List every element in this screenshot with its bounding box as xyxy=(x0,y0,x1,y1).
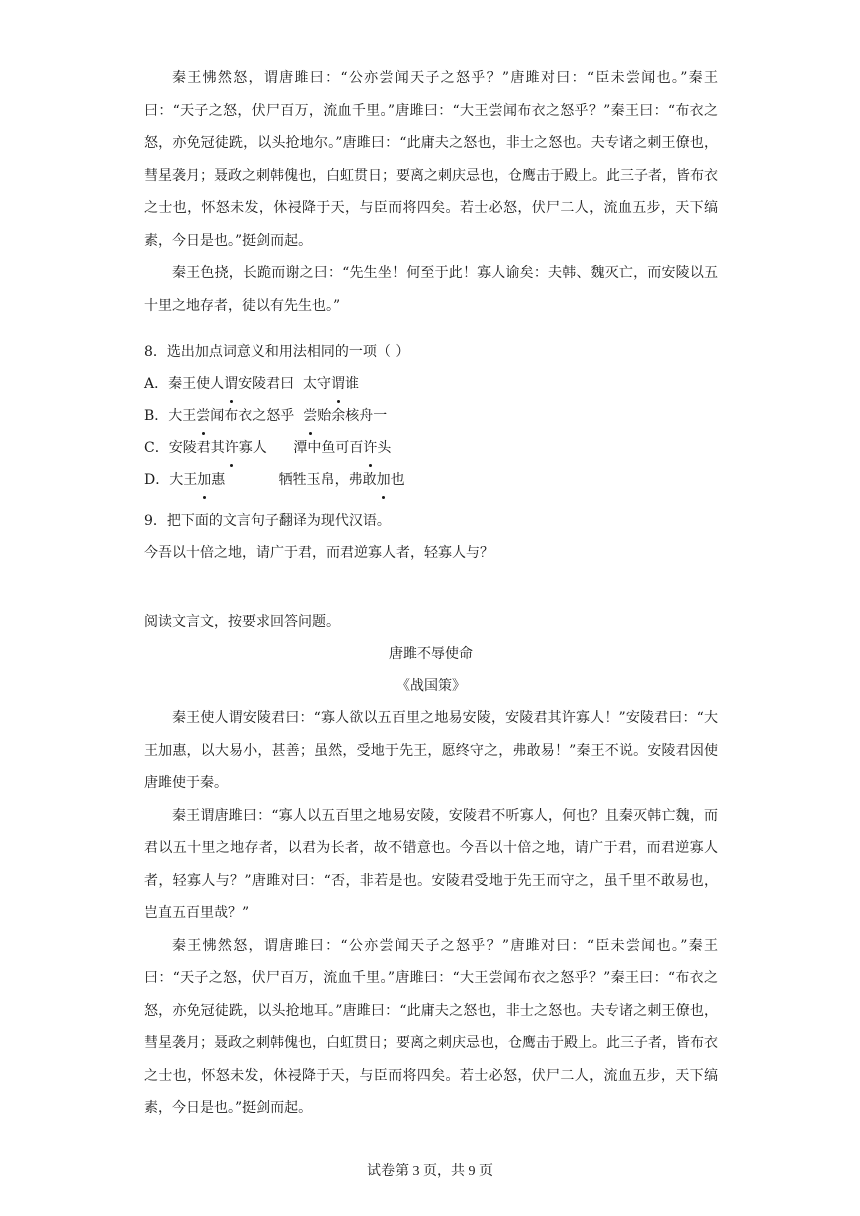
question-8-option-d: D．大王 加 惠 牺牲玉帛，弗敢 加 也 xyxy=(144,464,718,496)
dotted-word: 尝 xyxy=(196,400,210,432)
reading-title: 唐雎不辱使命 xyxy=(389,646,473,662)
question-8-stem: 8．选出加点词意义和用法相同的一项（ ） xyxy=(144,344,410,360)
dotted-word: 尝 xyxy=(303,400,317,432)
question-9-sentence: 今吾以十倍之地，请广于君，而君逆寡人者，轻寡人与？ xyxy=(144,545,494,561)
passage-top-paragraph-1: 秦王怫然怒，谓唐雎曰：“公亦尝闻天子之怒乎？”唐雎对曰：“臣未尝闻也。”秦王曰：“天子之怒，伏尸百万，流血千里。”唐雎曰：“大王尝闻布衣之怒乎？”秦王曰：“布衣之怒，亦免冠徒跣，以头抢地尔。”唐雎曰：“此庸夫之怒也，非士之怒也。夫专诸之刺王僚也，彗星袭月；聂政之刺韩傀也，白虹贯日；要离之刺庆忌也，仓鹰击于殿上。此三子者，皆布衣之士也，怀怒未发，休祲降于天，与臣而将四矣。若士必怒，伏尸二人，流血五步，天下缟素，今日是也。”挺剑而起。 xyxy=(144,70,718,249)
reading-section xyxy=(144,606,718,1125)
reading-paragraph-3: 秦王怫然怒，谓唐雎曰：“公亦尝闻天子之怒乎？”唐雎对曰：“臣未尝闻也。”秦王曰：“天子之怒，伏尸百万，流血千里。”唐雎曰：“大王尝闻布衣之怒乎？”秦王曰：“布衣之怒，亦免冠徒跣，以头抢地耳。”唐雎曰：“此庸夫之怒也，非士之怒也。夫专诸之刺王僚也，彗星袭月；聂政之刺韩傀也，白虹贯日；要离之刺庆忌也，仓鹰击于殿上。此三子者，皆布衣之士也，怀怒未发，休祲降于天，与臣而将四矣。若士必怒，伏尸二人，流血五步，天下缟素，今日是也。”挺剑而起。 xyxy=(144,937,718,1116)
question-8-option-b: B．大王 尝 闻布衣之怒乎 尝 贻余核舟一 xyxy=(144,400,718,432)
question-8-option-a: A．秦王使人 谓 安陵君曰 太守 谓 谁 xyxy=(144,368,718,400)
dotted-word: 谓 xyxy=(224,368,238,400)
reading-source: 《战国策》 xyxy=(396,678,466,694)
dotted-word: 加 xyxy=(377,464,391,496)
reading-paragraph-2: 秦王谓唐雎曰：“寡人以五百里之地易安陵，安陵君不听寡人，何也？且秦灭韩亡魏，而君以五十里之地存者，以君为长者，故不错意也。今吾以十倍之地，请广于君，而君逆寡人者，轻寡人与？”唐雎对曰：“否，非若是也。安陵君受地于先王而守之，虽千里不敢易也，岂直五百里哉？” xyxy=(144,807,718,921)
dotted-word: 谓 xyxy=(331,368,345,400)
dotted-word: 许 xyxy=(225,432,239,464)
page-footer: 试卷第 3 页，共 9 页 xyxy=(367,1164,493,1179)
question-9 xyxy=(144,505,718,569)
dotted-word: 加 xyxy=(197,464,211,496)
dotted-word: 许 xyxy=(363,432,377,464)
passage-top-paragraph-2: 秦王色挠，长跪而谢之曰：“先生坐！何至于此！寡人谕矣：夫韩、魏灭亡，而安陵以五十里之地存者，徒以有先生也。” xyxy=(144,265,718,314)
question-8 xyxy=(144,336,718,496)
reading-paragraph-1: 秦王使人谓安陵君曰：“寡人欲以五百里之地易安陵，安陵君其许寡人！”安陵君曰：“大王加惠，以大易小，甚善；虽然，受地于先王，愿终守之，弗敢易！”秦王不说。安陵君因使唐雎使于秦。 xyxy=(144,710,718,791)
passage-top xyxy=(144,62,718,322)
question-9-stem: 9．把下面的文言句子翻译为现代汉语。 xyxy=(144,513,391,529)
question-8-option-c: C．安陵君其 许 寡人 潭中鱼可百 许 头 xyxy=(144,432,718,464)
reading-instruction: 阅读文言文，按要求回答问题。 xyxy=(144,614,340,630)
